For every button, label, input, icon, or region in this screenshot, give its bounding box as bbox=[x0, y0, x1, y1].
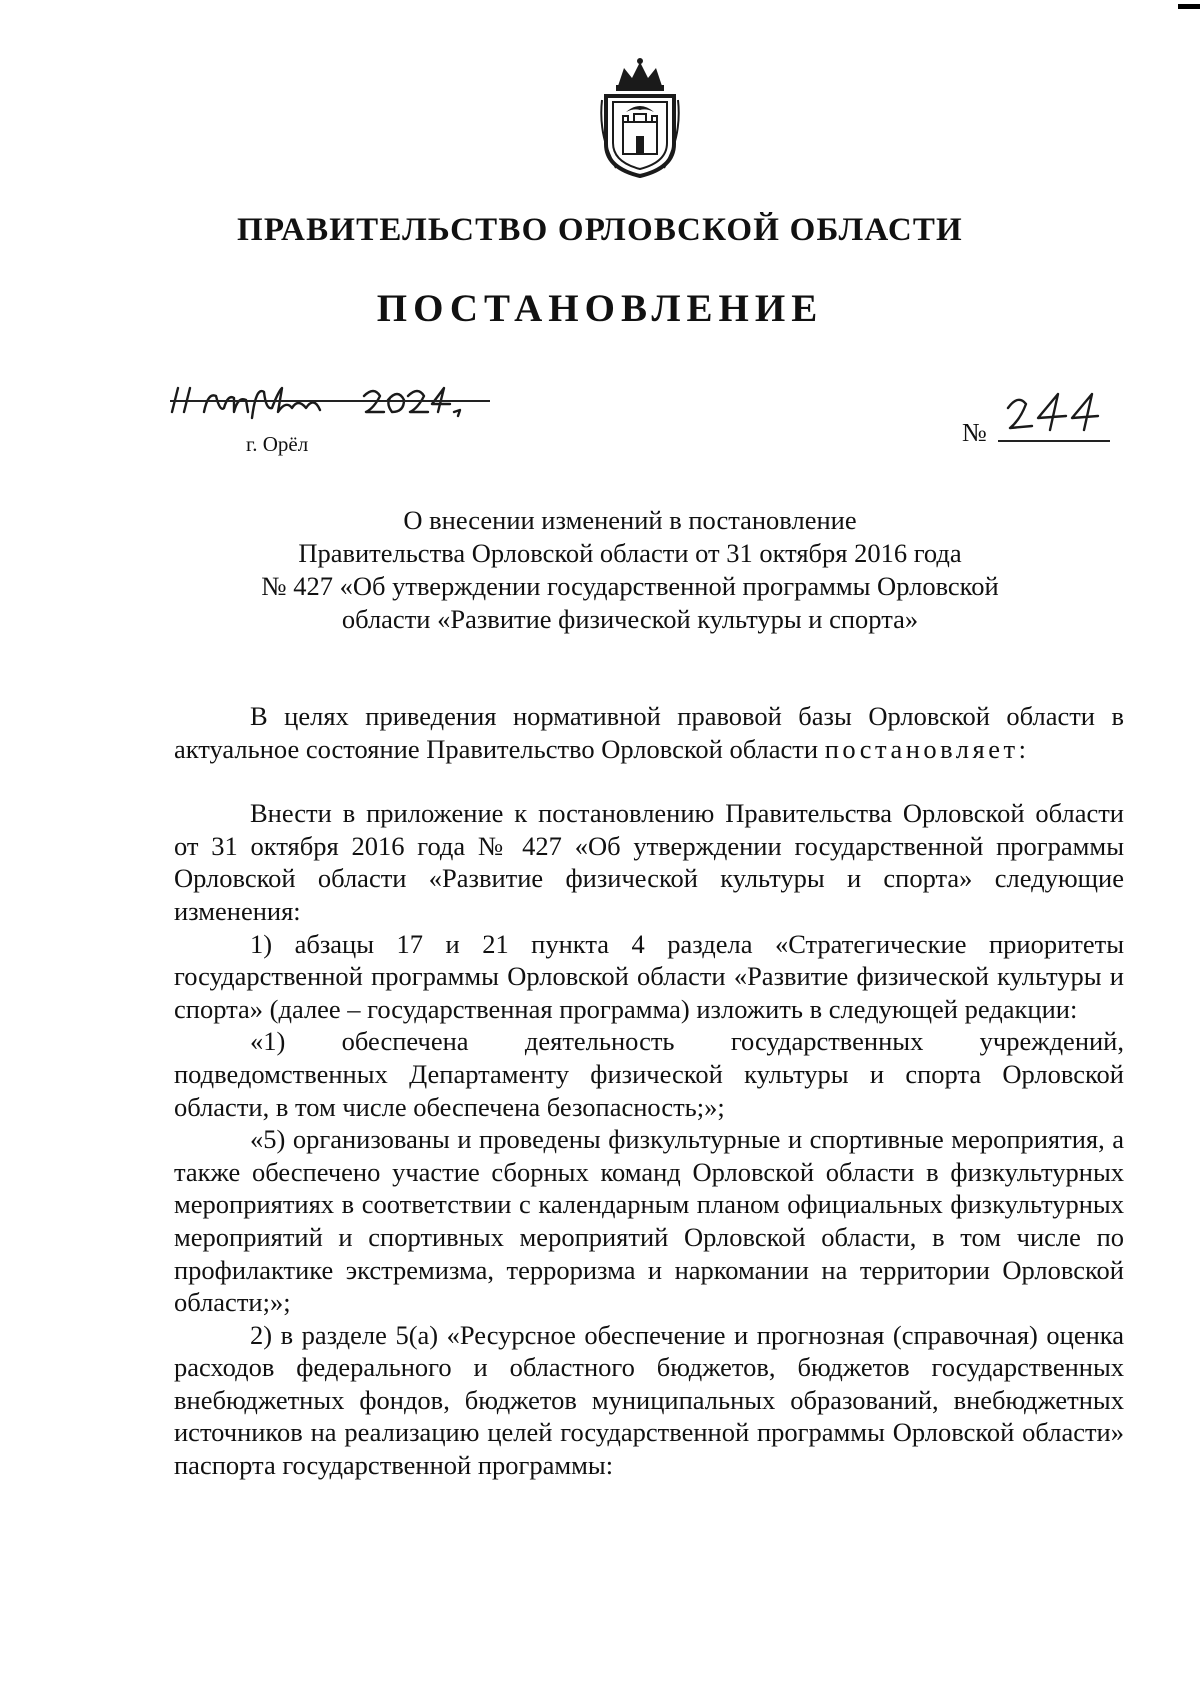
main-paragraph: Внести в приложение к постановлению Правительства Орловской области от 31 октября 2016 года № 427 «Об утверждении государственной программы Орловской области «Развитие физической культуры и спорта» следующие изменения: bbox=[174, 798, 1124, 926]
number-underline bbox=[998, 440, 1110, 442]
item-2-paragraph: 2) в разделе 5(а) «Ресурсное обеспечение и прогнозная (справочная) оценка расходов федерального и областного бюджетов, бюджетов государственных внебюджетных фондов, бюджетов муниципальных образований, внебюджетных источников на реализацию целей государственной программы Орловской области» паспорта государственной программы: bbox=[174, 1319, 1124, 1481]
subject-line: Правительства Орловской области от 31 октября 2016 года bbox=[298, 538, 962, 568]
orel-region-coat-of-arms-icon bbox=[596, 56, 684, 180]
date-underline bbox=[170, 400, 490, 402]
document-subject bbox=[200, 504, 1060, 636]
document-body bbox=[174, 700, 1124, 1482]
quote-1-paragraph: «1) обеспечена деятельность государственных учреждений, подведомственных Департаменту физической культуры и спорта Орловской области, в том числе обеспечена безопасность;»; bbox=[174, 1026, 1124, 1122]
subject-line: области «Развитие физической культуры и спорта» bbox=[341, 604, 919, 634]
subject-line: № 427 «Об утверждении государственной программы Орловской bbox=[261, 571, 999, 601]
resolves-word: постановляет bbox=[824, 733, 1019, 764]
number-label: № bbox=[962, 418, 987, 447]
scan-corner-mark bbox=[1178, 4, 1200, 9]
item-1-paragraph: 1) абзацы 17 и 21 пункта 4 раздела «Стратегические приоритеты государственной программы Орловской области «Развитие физической культуры и спорта» (далее – государственная программа) изложить в следующей редакции: bbox=[174, 928, 1124, 1024]
handwritten-date bbox=[168, 382, 498, 440]
subject-line: О внесении изменений в постановление bbox=[403, 505, 857, 535]
quote-5-paragraph: «5) организованы и проведены физкультурные и спортивные мероприятия, а также обеспечено участие сборных команд Орловской области в физкультурных мероприятиях в соответствии с календарным планом официальных физкультурных мероприятий и спортивных мероприятий Орловской области, в том числе по профилактике экстремизма, терроризма и наркомании на территории Орловской области;»; bbox=[174, 1124, 1124, 1318]
preamble-paragraph: В целях приведения нормативной правовой базы Орловской области в актуальное состояние Правительство Орловской области постановляет: bbox=[174, 701, 1124, 764]
organization-name: ПРАВИТЕЛЬСТВО ОРЛОВСКОЙ ОБЛАСТИ bbox=[237, 212, 963, 248]
city-label: г. Орёл bbox=[246, 432, 309, 456]
handwritten-number bbox=[1004, 390, 1100, 438]
document-type-title: ПОСТАНОВЛЕНИЕ bbox=[376, 287, 824, 330]
